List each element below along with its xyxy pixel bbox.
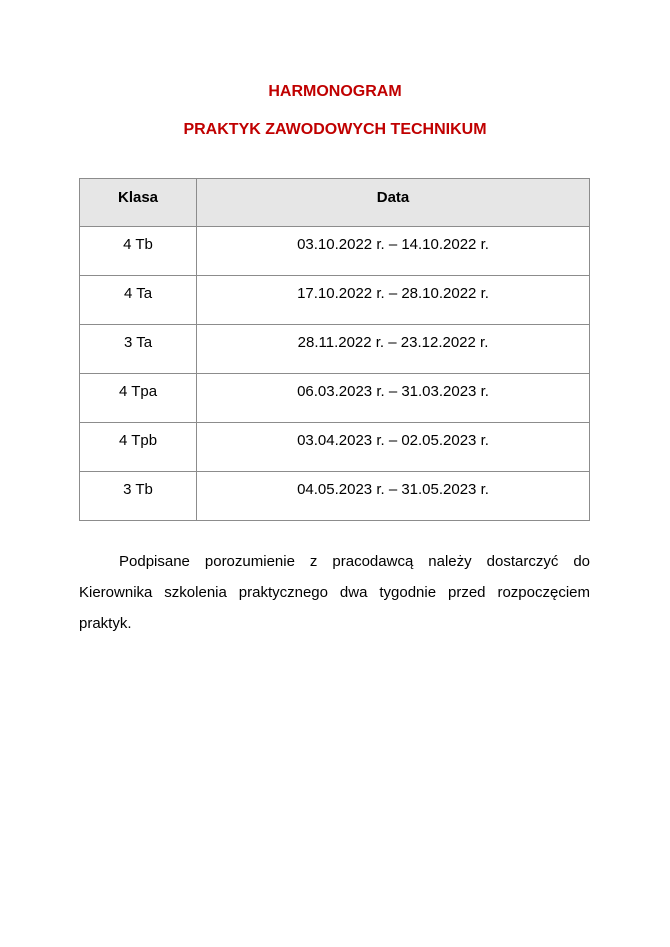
table-row	[80, 276, 590, 325]
cell-data: 03.04.2023 r. – 02.05.2023 r.	[197, 423, 590, 472]
document-title: HARMONOGRAM	[268, 83, 402, 100]
document-subtitle: PRAKTYK ZAWODOWYCH TECHNIKUM	[183, 121, 487, 138]
cell-klasa: 4 Tb	[80, 227, 197, 276]
table-row	[80, 325, 590, 374]
cell-data: 17.10.2022 r. – 28.10.2022 r.	[197, 276, 590, 325]
table-row	[80, 227, 590, 276]
table-row	[80, 374, 590, 423]
cell-data: 03.10.2022 r. – 14.10.2022 r.	[197, 227, 590, 276]
column-header-data: Data	[197, 179, 590, 227]
cell-klasa: 4 Tpa	[80, 374, 197, 423]
table-header-row	[80, 179, 590, 227]
table-row	[80, 423, 590, 472]
cell-klasa: 4 Tpb	[80, 423, 197, 472]
cell-klasa: 3 Tb	[80, 472, 197, 521]
cell-klasa: 4 Ta	[80, 276, 197, 325]
cell-data: 06.03.2023 r. – 31.03.2023 r.	[197, 374, 590, 423]
cell-data: 28.11.2022 r. – 23.12.2022 r.	[197, 325, 590, 374]
cell-data: 04.05.2023 r. – 31.05.2023 r.	[197, 472, 590, 521]
schedule-table	[79, 178, 590, 521]
note-paragraph: Podpisane porozumienie z pracodawcą należy dostarczyć do Kierownika szkolenia praktycznego dwa tygodnie przed rozpoczęciem praktyk.	[79, 553, 590, 632]
column-header-klasa: Klasa	[80, 179, 197, 227]
cell-klasa: 3 Ta	[80, 325, 197, 374]
table-row	[80, 472, 590, 521]
